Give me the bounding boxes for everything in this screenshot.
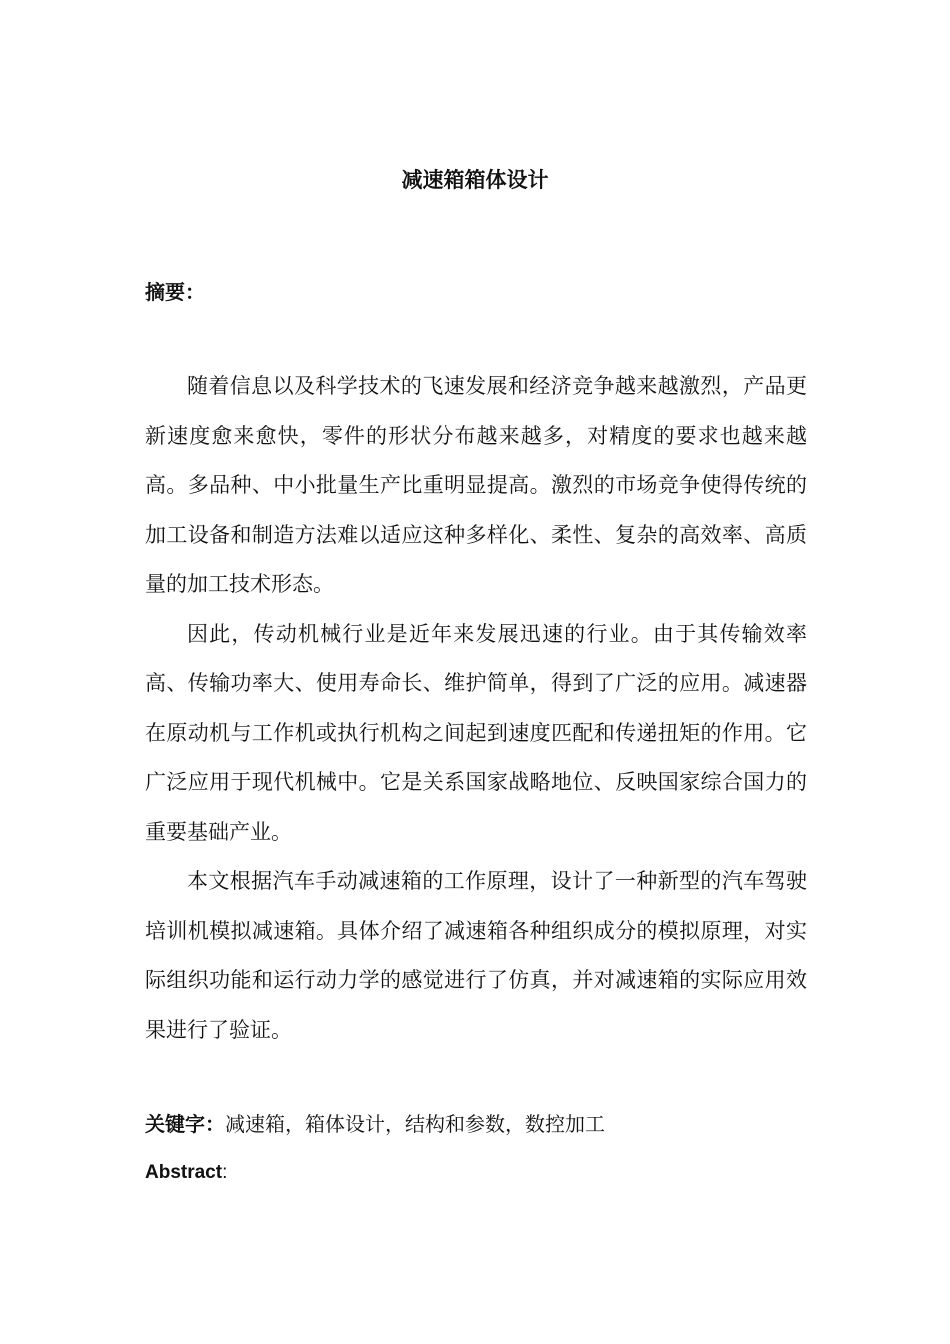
keywords-line [145,1108,605,1140]
english-abstract-heading [145,1158,227,1188]
abstract-body [145,362,807,1055]
abstract-heading: 摘要： [145,280,205,304]
document-title: 减速箱箱体设计 [401,168,549,192]
abstract-paragraph-1: 随着信息以及科学技术的飞速发展和经济竞争越来越激烈，产品更新速度愈来愈快，零件的形状分布越来越多，对精度的要求也越来越高。多品种、中小批量生产比重明显提高。激烈的市场竞争使得传统的加工设备和制造方法难以适应这种多样化、柔性、复杂的高效率、高质量的加工技术形态。 [145,374,807,596]
keywords-text: 减速箱，箱体设计，结构和参数，数控加工 [225,1112,605,1136]
keywords-label: 关键字： [145,1112,225,1136]
english-abstract-colon: : [222,1162,228,1183]
abstract-paragraph-3: 本文根据汽车手动减速箱的工作原理，设计了一种新型的汽车驾驶培训机模拟减速箱。具体介绍了减速箱各种组织成分的模拟原理，对实际组织功能和运行动力学的感觉进行了仿真，并对减速箱的实际应用效果进行了验证。 [145,869,807,1042]
english-abstract-label: Abstract [145,1162,223,1183]
abstract-paragraph-2: 因此，传动机械行业是近年来发展迅速的行业。由于其传输效率高、传输功率大、使用寿命长、维护简单，得到了广泛的应用。减速器在原动机与工作机或执行机构之间起到速度匹配和传递扭矩的作用。它广泛应用于现代机械中。它是关系国家战略地位、反映国家综合国力的重要基础产业。 [145,621,807,844]
